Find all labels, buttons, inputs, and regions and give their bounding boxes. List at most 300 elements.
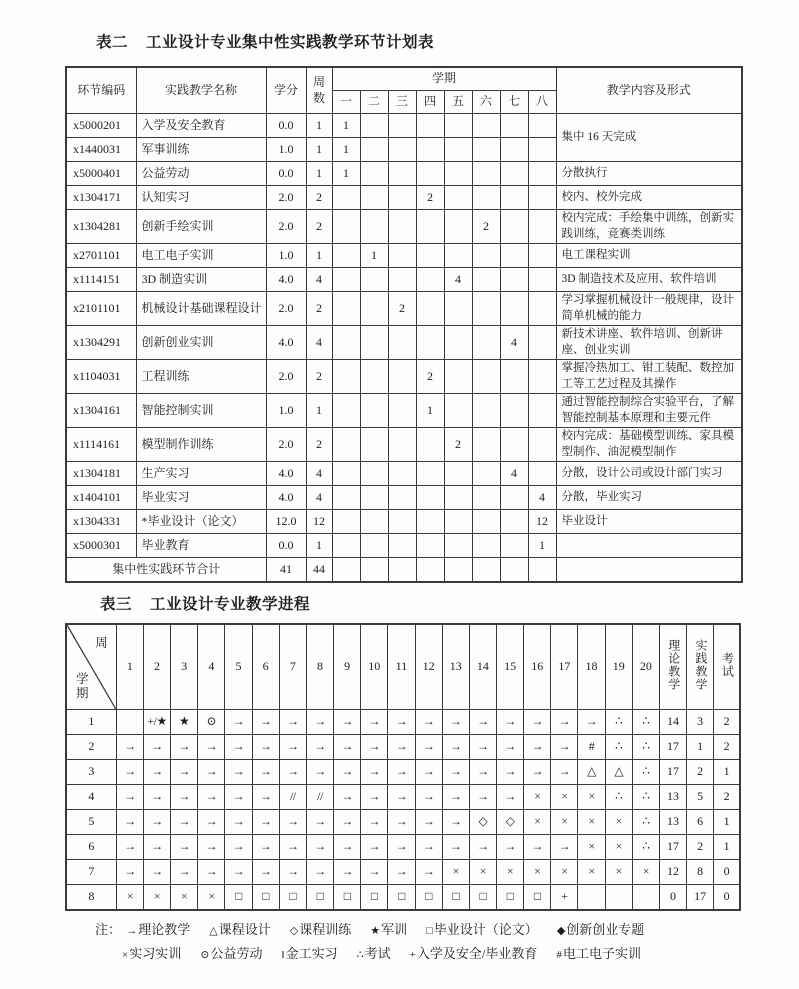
cell-semester-week	[388, 210, 416, 244]
week-col-header: 3	[171, 624, 198, 710]
week-symbol-cell: →	[496, 760, 523, 785]
cell-semester-week	[444, 534, 472, 558]
cell-code: x1304181	[66, 462, 136, 486]
week-symbol-cell	[578, 885, 605, 911]
cell-semester-week	[444, 360, 472, 394]
week-symbol-cell: →	[551, 760, 578, 785]
legend-label: 创新创业专题	[566, 922, 645, 937]
table3-row	[66, 760, 740, 785]
cell-semester-week	[332, 292, 360, 326]
legend-symbol: □	[426, 925, 433, 937]
week-symbol-cell: →	[361, 835, 388, 860]
week-symbol-cell: →	[388, 785, 415, 810]
summary-col-label: 理论教学	[666, 638, 681, 691]
week-symbol-cell: →	[334, 760, 361, 785]
legend	[95, 918, 663, 966]
cell-semester-week	[332, 360, 360, 394]
week-symbol-cell: →	[578, 710, 605, 735]
cell-code: x1304171	[66, 186, 136, 210]
cell-content: 掌握冷热加工、钳工装配、数控加工等工艺过程及其操作	[556, 360, 742, 394]
cell-semester-week	[444, 394, 472, 428]
summary-col-header	[714, 624, 740, 710]
row-semester-label: 2	[66, 735, 116, 760]
week-symbol-cell: →	[306, 835, 333, 860]
week-symbol-cell: →	[388, 810, 415, 835]
legend-label: 考试	[364, 946, 391, 962]
week-symbol-cell: →	[198, 785, 225, 810]
week-symbol-cell: ×	[496, 860, 523, 885]
cell-semester-week	[388, 462, 416, 486]
cell-semester-week	[388, 268, 416, 292]
cell-credits: 2.0	[266, 428, 306, 462]
table3-title	[100, 592, 310, 614]
cell-code: x1104031	[66, 360, 136, 394]
week-symbol-cell: →	[415, 810, 442, 835]
cell-weeks: 1	[306, 138, 332, 162]
week-symbol-cell: →	[415, 785, 442, 810]
cell-semester-week	[416, 268, 444, 292]
week-symbol-cell: →	[442, 810, 469, 835]
week-symbol-cell: →	[143, 760, 170, 785]
cell-semester-week	[472, 394, 500, 428]
cell-semester-week	[472, 244, 500, 268]
row-semester-label: 8	[66, 885, 116, 911]
exam-weeks-total: 2	[714, 710, 740, 735]
total-semester-empty	[360, 558, 388, 583]
total-semester-empty	[528, 558, 556, 583]
week-symbol-cell: ∴	[605, 785, 632, 810]
cell-semester-week	[472, 326, 500, 360]
table2-row	[66, 162, 742, 186]
cell-semester-week	[388, 486, 416, 510]
cell-name: 认知实习	[136, 186, 266, 210]
cell-name: 军事训练	[136, 138, 266, 162]
semester-col-header: 六	[472, 91, 500, 114]
week-symbol-cell: ×	[578, 785, 605, 810]
week-symbol-cell: →	[143, 810, 170, 835]
legend-label: 金工实习	[285, 946, 338, 962]
cell-semester-week	[416, 162, 444, 186]
cell-credits: 4.0	[266, 326, 306, 360]
row-semester-label: 1	[66, 710, 116, 735]
week-symbol-cell: ×	[632, 860, 659, 885]
exam-weeks-total: 2	[714, 735, 740, 760]
week-symbol-cell: ×	[578, 860, 605, 885]
cell-name: 毕业实习	[136, 486, 266, 510]
total-semester-empty	[444, 558, 472, 583]
cell-semester-week	[500, 428, 528, 462]
week-symbol-cell: →	[279, 710, 306, 735]
week-symbol-cell: →	[524, 835, 551, 860]
cell-semester-week	[388, 534, 416, 558]
cell-semester-week	[388, 138, 416, 162]
cell-code: x1304161	[66, 394, 136, 428]
total-content-empty	[556, 558, 742, 583]
week-col-header: 19	[605, 624, 632, 710]
week-symbol-cell: ×	[551, 860, 578, 885]
week-symbol-cell: →	[279, 860, 306, 885]
cell-semester-week	[528, 210, 556, 244]
week-symbol-cell: →	[361, 710, 388, 735]
week-symbol-cell: →	[252, 710, 279, 735]
cell-content: 分散，毕业实习	[556, 486, 742, 510]
week-symbol-cell: □	[415, 885, 442, 911]
cell-weeks: 12	[306, 510, 332, 534]
week-symbol-cell: □	[361, 885, 388, 911]
legend-item	[370, 922, 407, 937]
week-symbol-cell: →	[143, 785, 170, 810]
week-symbol-cell: ∴	[605, 710, 632, 735]
cell-credits: 4.0	[266, 462, 306, 486]
cell-semester-week: 4	[500, 326, 528, 360]
cell-weeks: 1	[306, 534, 332, 558]
week-symbol-cell: →	[388, 760, 415, 785]
week-symbol-cell: →	[361, 735, 388, 760]
week-symbol-cell: →	[306, 810, 333, 835]
week-symbol-cell: →	[469, 710, 496, 735]
cell-semester-week	[472, 186, 500, 210]
legend-item	[426, 922, 538, 937]
week-symbol-cell: □	[306, 885, 333, 911]
legend-label: 课程训练	[299, 922, 352, 937]
week-symbol-cell: →	[415, 760, 442, 785]
week-col-header: 7	[279, 624, 306, 710]
week-col-header: 10	[361, 624, 388, 710]
cell-semester-week	[528, 462, 556, 486]
cell-semester-week	[416, 138, 444, 162]
total-semester-empty	[500, 558, 528, 583]
cell-semester-week	[528, 360, 556, 394]
cell-semester-week	[388, 360, 416, 394]
week-symbol-cell: →	[388, 860, 415, 885]
legend-symbol: ⊙	[200, 949, 210, 962]
cell-name: 机械设计基础课程设计	[136, 292, 266, 326]
cell-semester-week	[416, 244, 444, 268]
week-symbol-cell: →	[361, 860, 388, 885]
cell-semester-week	[500, 360, 528, 394]
practice-weeks-total: 3	[687, 710, 714, 735]
col-header-weeks: 周数	[306, 67, 332, 114]
summary-col-header	[659, 624, 686, 710]
week-symbol-cell: →	[415, 835, 442, 860]
theory-weeks-total: 17	[659, 760, 686, 785]
table2-header-row-1	[66, 67, 742, 91]
total-semester-empty	[472, 558, 500, 583]
table2-row	[66, 186, 742, 210]
cell-semester-week: 4	[528, 486, 556, 510]
table2-row	[66, 462, 742, 486]
week-symbol-cell: →	[116, 735, 143, 760]
cell-semester-week	[472, 268, 500, 292]
cell-content: 分散，设计公司或设计部门实习	[556, 462, 742, 486]
cell-semester-week	[332, 268, 360, 292]
legend-prefix: 注：	[95, 922, 122, 937]
cell-semester-week	[472, 360, 500, 394]
theory-weeks-total: 0	[659, 885, 686, 911]
cell-name: 毕业教育	[136, 534, 266, 558]
cell-name: 生产实习	[136, 462, 266, 486]
cell-semester-week	[388, 244, 416, 268]
cell-name: 模型制作训练	[136, 428, 266, 462]
week-col-header: 6	[252, 624, 279, 710]
week-symbol-cell: //	[306, 785, 333, 810]
week-symbol-cell: ◇	[496, 810, 523, 835]
week-symbol-cell: →	[225, 835, 252, 860]
table2-title-text: 工业设计专业集中性实践教学环节计划表	[146, 34, 435, 51]
week-symbol-cell: //	[279, 785, 306, 810]
total-label: 集中性实践环节合计	[66, 558, 266, 583]
cell-semester-week	[332, 534, 360, 558]
week-col-header: 12	[415, 624, 442, 710]
legend-item	[281, 946, 337, 961]
week-symbol-cell: ×	[578, 810, 605, 835]
cell-credits: 4.0	[266, 486, 306, 510]
week-symbol-cell: △	[578, 760, 605, 785]
week-symbol-cell: →	[198, 860, 225, 885]
exam-weeks-total: 1	[714, 835, 740, 860]
cell-semester-week	[388, 114, 416, 138]
week-symbol-cell: →	[252, 760, 279, 785]
week-symbol-cell: →	[252, 835, 279, 860]
week-symbol-cell: →	[143, 735, 170, 760]
cell-semester-week	[528, 268, 556, 292]
cell-semester-week: 1	[332, 138, 360, 162]
cell-code: x5000201	[66, 114, 136, 138]
cell-semester-week	[472, 510, 500, 534]
week-col-header: 4	[198, 624, 225, 710]
cell-semester-week	[528, 138, 556, 162]
cell-semester-week	[444, 292, 472, 326]
cell-name: 创新创业实训	[136, 326, 266, 360]
week-symbol-cell: □	[225, 885, 252, 911]
week-symbol-cell: →	[116, 785, 143, 810]
col-header-semester: 学期	[332, 67, 556, 91]
week-col-header: 13	[442, 624, 469, 710]
cell-semester-week: 2	[472, 210, 500, 244]
week-symbol-cell: #	[578, 735, 605, 760]
table2-row	[66, 326, 742, 360]
cell-semester-week: 2	[416, 360, 444, 394]
week-symbol-cell: →	[551, 735, 578, 760]
practice-weeks-total: 1	[687, 735, 714, 760]
week-symbol-cell: ×	[171, 885, 198, 911]
week-symbol-cell: →	[225, 785, 252, 810]
week-symbol-cell: ∴	[632, 835, 659, 860]
week-symbol-cell: →	[361, 760, 388, 785]
corner-semester-label: 学期	[74, 672, 89, 701]
cell-semester-week	[332, 186, 360, 210]
cell-credits: 4.0	[266, 268, 306, 292]
cell-semester-week	[528, 114, 556, 138]
week-symbol-cell: →	[198, 735, 225, 760]
week-symbol-cell: ×	[143, 885, 170, 911]
week-symbol-cell: →	[415, 860, 442, 885]
total-weeks: 44	[306, 558, 332, 583]
cell-content: 学习掌握机械设计一般规律，设计简单机械的能力	[556, 292, 742, 326]
cell-weeks: 4	[306, 326, 332, 360]
total-semester-empty	[416, 558, 444, 583]
week-symbol-cell: ∴	[632, 810, 659, 835]
table3-row	[66, 885, 740, 911]
cell-semester-week	[360, 360, 388, 394]
table2-title-prefix: 表二	[96, 34, 129, 51]
week-symbol-cell: □	[442, 885, 469, 911]
cell-semester-week	[416, 210, 444, 244]
cell-semester-week	[444, 210, 472, 244]
week-symbol-cell: ×	[605, 810, 632, 835]
cell-code: x2701101	[66, 244, 136, 268]
legend-label: 课程设计	[218, 922, 271, 937]
cell-semester-week	[444, 486, 472, 510]
cell-semester-week	[500, 268, 528, 292]
cell-semester-week	[416, 114, 444, 138]
week-symbol-cell: →	[469, 760, 496, 785]
cell-semester-week	[528, 428, 556, 462]
table3-title-text: 工业设计专业教学进程	[150, 596, 311, 613]
row-semester-label: 4	[66, 785, 116, 810]
cell-semester-week	[444, 186, 472, 210]
cell-weeks: 1	[306, 162, 332, 186]
cell-semester-week	[500, 292, 528, 326]
cell-semester-week	[360, 268, 388, 292]
cell-weeks: 1	[306, 394, 332, 428]
week-symbol-cell: →	[496, 710, 523, 735]
semester-col-header: 七	[500, 91, 528, 114]
cell-semester-week	[360, 326, 388, 360]
cell-code: x1114151	[66, 268, 136, 292]
cell-semester-week	[500, 534, 528, 558]
cell-semester-week: 12	[528, 510, 556, 534]
cell-semester-week	[500, 210, 528, 244]
week-symbol-cell: →	[388, 735, 415, 760]
week-symbol-cell	[116, 710, 143, 735]
cell-semester-week	[528, 186, 556, 210]
cell-semester-week	[388, 162, 416, 186]
week-symbol-cell: ×	[198, 885, 225, 911]
week-symbol-cell: ∴	[632, 785, 659, 810]
row-semester-label: 6	[66, 835, 116, 860]
table3-row	[66, 835, 740, 860]
cell-semester-week	[500, 394, 528, 428]
cell-credits: 1.0	[266, 138, 306, 162]
cell-semester-week	[528, 326, 556, 360]
table3-row	[66, 860, 740, 885]
week-symbol-cell: →	[442, 735, 469, 760]
week-symbol-cell: →	[361, 810, 388, 835]
corner-cell	[66, 624, 116, 710]
cell-semester-week	[416, 428, 444, 462]
legend-item	[557, 922, 644, 937]
week-col-header: 18	[578, 624, 605, 710]
cell-semester-week	[332, 510, 360, 534]
practice-plan-table	[65, 66, 743, 583]
cell-semester-week	[444, 326, 472, 360]
week-symbol-cell: ×	[116, 885, 143, 911]
cell-name: 智能控制实训	[136, 394, 266, 428]
practice-weeks-total: 5	[687, 785, 714, 810]
cell-semester-week: 2	[416, 186, 444, 210]
cell-semester-week	[416, 510, 444, 534]
week-symbol-cell: □	[469, 885, 496, 911]
table3-title-prefix: 表三	[100, 596, 133, 613]
teaching-progress-table	[65, 623, 741, 911]
practice-weeks-total: 6	[687, 810, 714, 835]
week-symbol-cell: →	[306, 760, 333, 785]
week-symbol-cell: →	[334, 735, 361, 760]
cell-semester-week	[388, 510, 416, 534]
week-symbol-cell: →	[225, 810, 252, 835]
legend-item	[357, 946, 391, 961]
cell-semester-week: 2	[388, 292, 416, 326]
cell-credits: 1.0	[266, 244, 306, 268]
corner-week-label: 周	[95, 636, 108, 650]
cell-credits: 0.0	[266, 162, 306, 186]
table2-row	[66, 114, 742, 138]
summary-col-label: 实践教学	[693, 638, 708, 691]
table2-total-row	[66, 558, 742, 583]
cell-content: 新技术讲座、软件培训、创新讲座、创业实训	[556, 326, 742, 360]
week-col-header: 17	[551, 624, 578, 710]
week-symbol-cell: ×	[469, 860, 496, 885]
cell-credits: 1.0	[266, 394, 306, 428]
week-symbol-cell: ⊙	[198, 710, 225, 735]
summary-col-label: 考试	[720, 651, 735, 678]
cell-semester-week	[416, 292, 444, 326]
total-semester-empty	[388, 558, 416, 583]
row-semester-label: 3	[66, 760, 116, 785]
legend-symbol: ∴	[356, 949, 364, 962]
cell-semester-week	[444, 114, 472, 138]
cell-semester-week	[472, 428, 500, 462]
week-symbol-cell: →	[198, 835, 225, 860]
week-symbol-cell: →	[306, 710, 333, 735]
legend-item	[126, 922, 190, 937]
cell-semester-week	[472, 462, 500, 486]
table2-row	[66, 394, 742, 428]
week-symbol-cell: →	[116, 760, 143, 785]
week-symbol-cell: →	[116, 860, 143, 885]
row-semester-label: 5	[66, 810, 116, 835]
week-symbol-cell: ×	[605, 860, 632, 885]
cell-content: 分散执行	[556, 162, 742, 186]
week-symbol-cell: →	[551, 835, 578, 860]
semester-col-header: 八	[528, 91, 556, 114]
week-symbol-cell: →	[442, 710, 469, 735]
legend-label: 理论教学	[138, 922, 191, 937]
week-symbol-cell: □	[496, 885, 523, 911]
cell-code: x5000301	[66, 534, 136, 558]
cell-semester-week	[500, 244, 528, 268]
table2-row	[66, 486, 742, 510]
week-symbol-cell: →	[524, 710, 551, 735]
week-symbol-cell: □	[388, 885, 415, 911]
week-symbol-cell: ×	[442, 860, 469, 885]
legend-symbol: ★	[370, 925, 381, 937]
cell-content: 集中 16 天完成	[556, 114, 742, 162]
cell-content: 通过智能控制综合实验平台，了解智能控制基本原理和主要元件	[556, 394, 742, 428]
week-col-header: 1	[116, 624, 143, 710]
cell-semester-week	[416, 486, 444, 510]
cell-semester-week	[444, 462, 472, 486]
cell-semester-week	[444, 162, 472, 186]
legend-symbol: △	[209, 925, 218, 937]
week-symbol-cell: →	[442, 760, 469, 785]
week-symbol-cell: →	[334, 810, 361, 835]
cell-semester-week	[360, 486, 388, 510]
cell-semester-week	[332, 394, 360, 428]
cell-code: x1404101	[66, 486, 136, 510]
cell-semester-week	[500, 114, 528, 138]
